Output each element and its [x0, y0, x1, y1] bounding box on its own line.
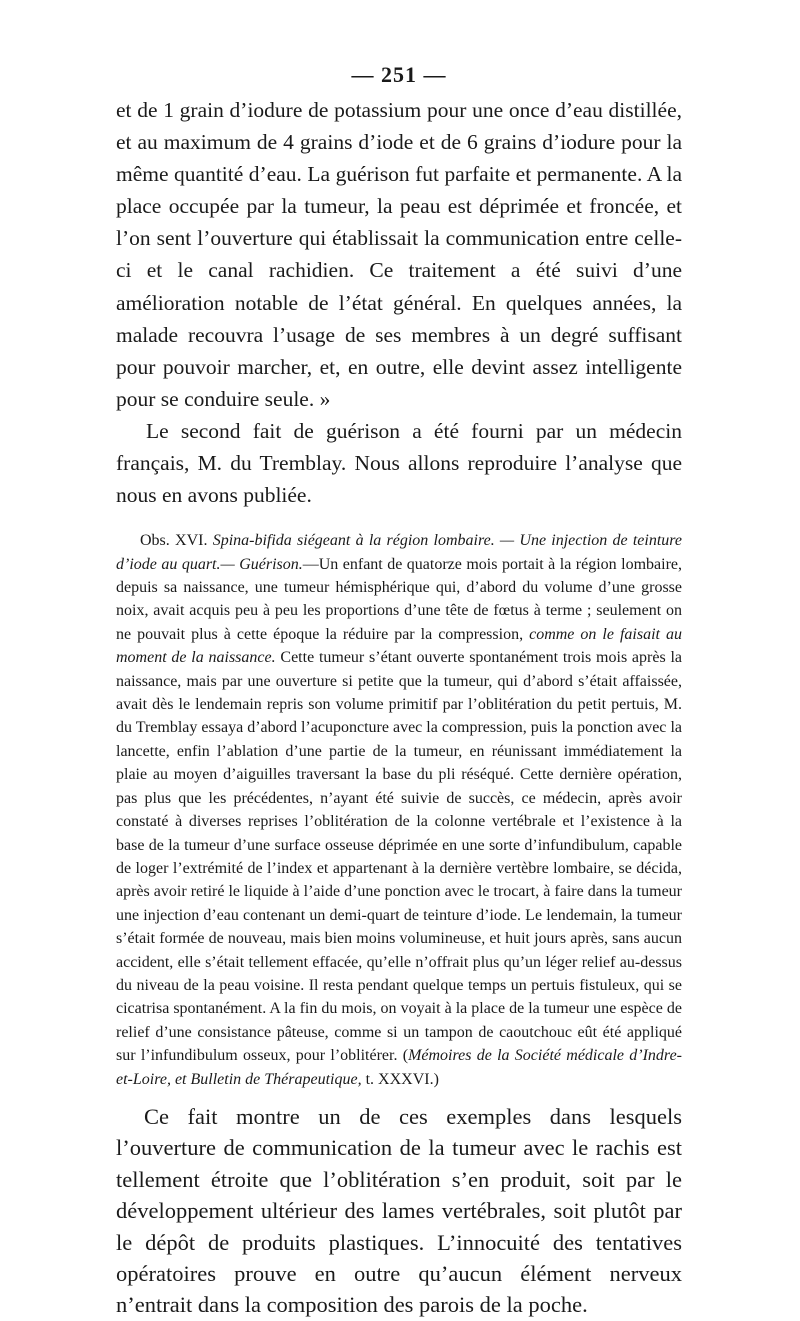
observation-text-b: Cette tumeur s’étant ouverte spontanément trois mois après la naissance, mais par une ouverture si petite que la tumeur, qui d’abord s’était affaissée, avait dès le lendemain repris son volume primitif par l’oblitération du petit pertuis, M. du Tremblay essaya d’abord l’acuponcture avec la compression, puis la ponction avec la lancette, enfin l’ablation d’une partie de la tumeur, en réunissant immédiatement la plaie au moyen d’aiguilles traversant la base du pli réséqué. Cette dernière opération, pas plus que les précédentes, n’ayant été suivie de succès, ce médecin, après avoir constaté à diverses reprises l’oblitération de la colonne vertébrale et l’existence à la base de la tumeur d’une surface osseuse déprimée en une sorte d’infundibulum, capable de loger l’extrémité de l’index et appartenant à la dernière vertèbre lombaire, se décida, après avoir retiré le liquide à l’aide d’une ponction avec le trocart, à faire dans la tumeur une injection d’eau contenant un demi-quart de teinture d’iode. Le lendemain, la tumeur s’était formée de nouveau, mais bien moins volumineuse, et huit jours après, sans aucun accident, elle s’était tellement effacée, qu’elle n’offrait plus qu’un léger relief au-dessus du niveau de la peau voisine. Il resta pendant quelque temps un pertuis fistuleux, qui se cicatrisa spontanément. A la fin du mois, on voyait à la place de la tumeur une espèce de relief d’une consistance pâteuse, comme si un tampon de caoutchouc eût été appliqué sur l’infundibulum osseux, pour l’oblitérer. (	[116, 649, 683, 1065]
observation-text-a: —Un enfant de quatorze mois portait à la région lombaire, depuis sa naissance, une tumeur hémisphérique qui, d’abord du volume d’une grosse noix, avait acquis peu à peu les proportions d’une tête de fœtus à terme ; seulement on ne pouvait plus à cette époque la réduire par la compression,	[116, 555, 682, 643]
observation-emphasis: comme on le faisait au moment de la naissance.	[116, 625, 683, 667]
paragraph-continuation: et de 1 grain d’iodure de potassium pour une once d’eau distillée, et au maximum de 4 grains d’iode et de 6 grains d’iodure pour la même quantité d’eau. La guérison fut parfaite et permanente. A la place occupée par la tumeur, la peau est déprimée et froncée, et l’on sent l’ouverture qui établissait la communication entre celle-ci et le canal rachidien. Ce traitement a été suivi d’une amélioration notable de l’état général. En quelques années, la malade recouvra l’usage de ses membres à un degré suffisant pour pouvoir marcher, et, en outre, elle devint assez intelligente pour se conduire seule. »	[116, 98, 682, 411]
observation-block	[116, 529, 682, 1091]
page-number: — 251 —	[351, 62, 447, 87]
observation-title: Spina-bifida siégeant à la région lombaire. — Une injection de teinture d’iode au quart.— Guérison.	[116, 532, 682, 573]
paragraph-second-case: Le second fait de guérison a été fourni par un médecin français, M. du Tremblay. Nous allons reproduire l’analyse que nous en avons publiée.	[116, 418, 682, 508]
observation-source: Mémoires de la Société médicale d’Indre-et-Loire, et Bulletin de Thérapeutique,	[116, 1047, 682, 1088]
observation-number: Obs. XVI.	[140, 532, 208, 550]
closing-paragraph: Ce fait montre un de ces exemples dans lesquels l’ouverture de communication de la tumeur avec le rachis est tellement étroite que l’oblitération s’en produit, soit par le développement ultérieur des lames vertébrales, soit plutôt par le dépôt de produits plastiques. L’innocuité des tentatives opératoires prouve en outre qu’aucun élément nerveux n’entrait dans la composition des parois de la poche.	[116, 1103, 682, 1318]
observation-source-end: t. XXXVI.)	[361, 1070, 439, 1088]
